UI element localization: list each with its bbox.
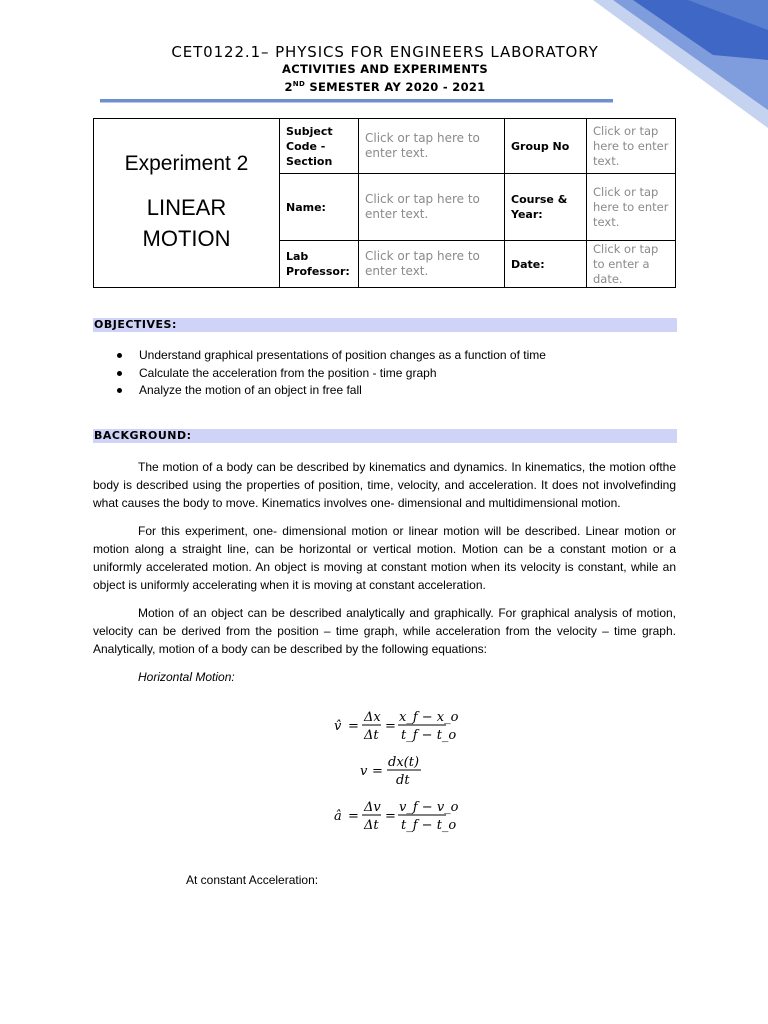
subject-code-label bbox=[280, 119, 359, 174]
experiment-title-line2: MOTION bbox=[142, 226, 231, 251]
semester-suffix: ND bbox=[292, 80, 306, 88]
date-field[interactable]: Click or tap to enter a date. bbox=[587, 241, 676, 288]
svg-text:=: = bbox=[372, 764, 383, 779]
name-label: Name: bbox=[280, 174, 359, 241]
objectives-heading-bar bbox=[93, 318, 677, 332]
experiment-title-line1: LINEAR bbox=[146, 195, 227, 220]
instantaneous-velocity-equation bbox=[360, 755, 421, 788]
eq3-mid-num: Δv bbox=[364, 800, 381, 815]
lab-professor-label-2: Professor: bbox=[286, 265, 350, 278]
svg-text:=: = bbox=[348, 719, 359, 734]
subject-code-label-1: Subject bbox=[286, 124, 333, 138]
background-heading-bar bbox=[93, 429, 677, 443]
course-title: CET0122.1– PHYSICS FOR ENGINEERS LABORATORY bbox=[171, 43, 599, 61]
average-velocity-equation bbox=[334, 710, 459, 743]
svg-text:=: = bbox=[385, 719, 396, 734]
eq2-den: dt bbox=[396, 773, 410, 788]
course-year-label-1: Course & bbox=[511, 193, 568, 206]
eq3-mid-den: Δt bbox=[364, 818, 379, 833]
course-year-field[interactable]: Click or tap here to enter text. bbox=[587, 174, 676, 241]
eq1-rhs-num: x_f − x_o bbox=[399, 710, 459, 725]
experiment-title-cell bbox=[94, 119, 280, 288]
subject-code-field[interactable]: Click or tap here to enter text. bbox=[359, 119, 505, 174]
svg-text:=: = bbox=[348, 809, 359, 824]
background-heading: BACKGROUND: bbox=[94, 429, 192, 442]
course-year-label bbox=[505, 174, 587, 241]
constant-acceleration-label: At constant Acceleration: bbox=[186, 873, 319, 887]
eq1-mid-num: Δx bbox=[364, 710, 381, 725]
horizontal-motion-label: Horizontal Motion: bbox=[138, 670, 235, 684]
group-no-label: Group No bbox=[505, 119, 587, 174]
page-number: 1 bbox=[639, 38, 647, 50]
course-year-label-2: Year: bbox=[511, 208, 543, 221]
objectives-list bbox=[116, 347, 546, 400]
kinematics-equations bbox=[300, 700, 480, 840]
semester-text: SEMESTER AY 2020 - 2021 bbox=[305, 79, 486, 94]
eq1-lhs: v̂ bbox=[334, 719, 342, 734]
eq3-rhs-num: v_f − v_o bbox=[399, 800, 459, 815]
eq2-lhs: v bbox=[360, 764, 368, 779]
eq3-rhs-den: t_f − t_o bbox=[401, 818, 457, 833]
eq2-num: dx(t) bbox=[388, 755, 420, 770]
eq1-rhs-den: t_f − t_o bbox=[401, 728, 457, 743]
background-paragraph-2: For this experiment, one- dimensional motion or linear motion will be described. Linear motion or motion along a straight line, can be horizontal or vertical motion. Motion can be a constant motion or a uniformly accelerated motion. An object is moving at constant motion when its velocity is constant, while an object is uniformly accelerating when it is moving at constant acceleration. bbox=[93, 524, 676, 592]
objective-item: Analyze the motion of an object in free fall bbox=[116, 382, 546, 400]
svg-text:=: = bbox=[385, 809, 396, 824]
date-label: Date: bbox=[505, 241, 587, 288]
semester-number: 2 bbox=[284, 79, 293, 94]
group-no-field[interactable]: Click or tap here to enter text. bbox=[587, 119, 676, 174]
average-acceleration-equation bbox=[334, 800, 459, 833]
objective-item: Understand graphical presentations of position changes as a function of time bbox=[116, 347, 546, 365]
semester-line bbox=[94, 77, 676, 95]
background-paragraph-3: Motion of an object can be described analytically and graphically. For graphical analysis of motion, velocity can be derived from the position – time graph, while acceleration from the velocity – time graph. Analytically, motion of a body can be described by the following equations: bbox=[93, 606, 676, 656]
lab-professor-label bbox=[280, 241, 359, 288]
objective-item: Calculate the acceleration from the position - time graph bbox=[116, 365, 546, 383]
name-field[interactable]: Click or tap here to enter text. bbox=[359, 174, 505, 241]
eq3-lhs: â bbox=[334, 809, 342, 824]
objectives-heading: OBJECTIVES: bbox=[94, 318, 177, 331]
eq1-mid-den: Δt bbox=[364, 728, 379, 743]
document-subtitle: ACTIVITIES AND EXPERIMENTS bbox=[282, 62, 488, 76]
experiment-number: Experiment 2 bbox=[124, 152, 249, 175]
lab-professor-field[interactable]: Click or tap here to enter text. bbox=[359, 241, 505, 288]
experiment-info-table bbox=[93, 118, 676, 288]
header-rule bbox=[100, 99, 613, 103]
lab-professor-label-1: Lab bbox=[286, 250, 309, 263]
subject-code-label-2: Code - bbox=[286, 139, 326, 153]
document-header bbox=[94, 42, 676, 95]
subject-code-label-3: Section bbox=[286, 154, 333, 168]
background-paragraph-1: The motion of a body can be described by kinematics and dynamics. In kinematics, the motion ofthe body is described using the properties of position, time, velocity, and acceleration. It does not involvefinding what causes the body to move. Kinematics involves one- dimensional and multidimensional motion. bbox=[93, 460, 676, 510]
